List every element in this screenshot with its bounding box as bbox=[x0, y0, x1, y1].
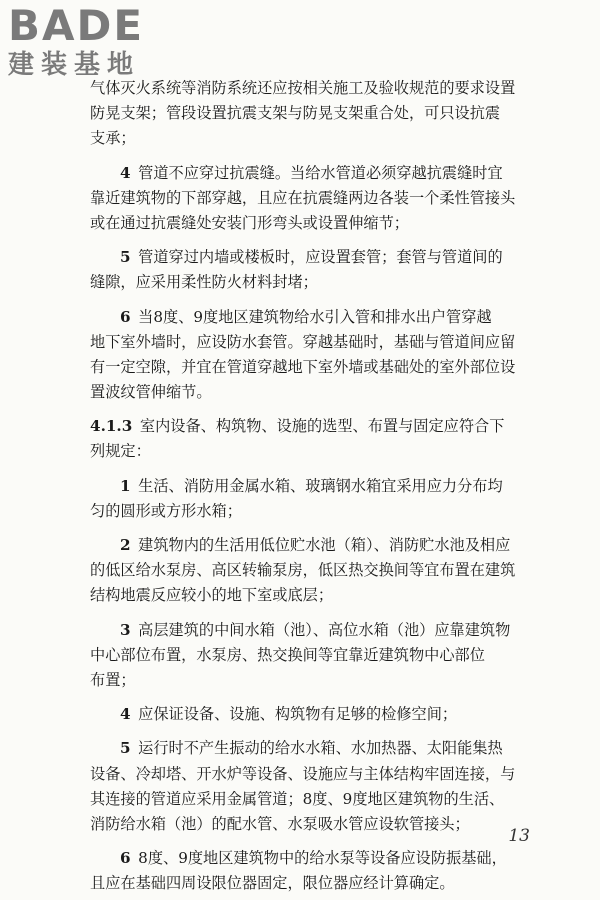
line-text: 的低区给水泵房、高区转输泵房，低区热交换间等宜布置在建筑 bbox=[90, 561, 516, 580]
line-text: 建筑物内的生活用低位贮水池（箱）、消防贮水池及相应 bbox=[138, 536, 511, 554]
text-line bbox=[90, 702, 538, 727]
line-text: 气体灭火系统等消防系统还应按相关施工及验收规范的要求设置 bbox=[90, 79, 516, 97]
text-line bbox=[90, 330, 538, 355]
text-line bbox=[90, 499, 538, 524]
item-number: 6 bbox=[120, 307, 131, 326]
text-line bbox=[90, 305, 538, 330]
line-text: 当8度、9度地区建筑物给水引入管和排水出户管穿越 bbox=[138, 307, 492, 326]
text-line bbox=[90, 583, 538, 608]
line-text: 消防给水箱（池）的配水管、水泵吸水管应设软管接头； bbox=[90, 814, 470, 833]
line-text: 布置； bbox=[90, 670, 136, 689]
text-line bbox=[90, 533, 538, 558]
line-text: 有一定空隙，并宜在管道穿越地下室外墙或基础处的室外部位设 bbox=[90, 357, 516, 376]
line-text: 地下室外墙时，应设防水套管。穿越基础时，基础与管道间应留 bbox=[90, 332, 516, 351]
text-line bbox=[90, 186, 538, 211]
line-text: 靠近建筑物的下部穿越，且应在抗震缝两边各装一个柔性管接头 bbox=[90, 188, 516, 207]
line-text: 缝隙，应采用柔性防火材料封堵； bbox=[90, 273, 318, 292]
text-line bbox=[90, 474, 538, 499]
text-line bbox=[90, 762, 538, 787]
line-text: 或在通过抗震缝处安装门形弯头或设置伸缩节； bbox=[90, 213, 409, 232]
document-body bbox=[90, 76, 538, 896]
text-line bbox=[90, 643, 538, 668]
line-text: 管道不应穿过抗震缝。当给水管道必须穿越抗震缝时宜 bbox=[138, 163, 503, 182]
line-text: 设备、冷却塔、开水炉等设备、设施应与主体结构牢固连接，与 bbox=[90, 764, 516, 783]
line-text: 运行时不产生振动的给水水箱、水加热器、太阳能集热 bbox=[138, 739, 503, 758]
line-text: 列规定： bbox=[90, 442, 151, 461]
line-text: 管道穿过内墙或楼板时，应设置套管；套管与管道间的 bbox=[138, 248, 503, 267]
line-text: 应保证设备、设施、构筑物有足够的检修空间； bbox=[138, 705, 458, 724]
text-line bbox=[90, 871, 538, 896]
text-line bbox=[90, 270, 538, 295]
logo-subtitle: 建装基地 bbox=[8, 50, 141, 80]
line-text: 匀的圆形或方形水箱； bbox=[90, 501, 242, 520]
line-text: 支承； bbox=[90, 129, 136, 148]
line-text: 中心部位布置，水泵房、热交换间等宜靠近建筑物中心部位 bbox=[90, 645, 485, 664]
text-line bbox=[90, 736, 538, 761]
text-line bbox=[90, 126, 538, 151]
watermark-logo bbox=[8, 1, 145, 80]
line-text: 8度、9度地区建筑物中的给水泵等设备应设防振基础， bbox=[138, 849, 507, 868]
item-number: 1 bbox=[120, 476, 131, 495]
item-number: 6 bbox=[120, 849, 131, 868]
item-number: 4 bbox=[120, 163, 131, 182]
line-text: 结构地震反应较小的地下室或底层； bbox=[90, 586, 333, 605]
text-line bbox=[90, 812, 538, 837]
text-line bbox=[90, 101, 538, 126]
line-text: 置波纹管伸缩节。 bbox=[90, 383, 212, 402]
item-number: 2 bbox=[120, 536, 131, 554]
line-text: 高层建筑的中间水箱（池）、高位水箱（池）应靠建筑物 bbox=[138, 620, 511, 639]
line-text: 且应在基础四周设限位器固定，限位器应经计算确定。 bbox=[90, 874, 455, 893]
item-number: 5 bbox=[120, 248, 131, 267]
text-line bbox=[90, 439, 538, 464]
line-text: 其连接的管道应采用金属管道；8度、9度地区建筑物的生活、 bbox=[90, 789, 505, 808]
line-text: 生活、消防用金属水箱、玻璃钢水箱宜采用应力分布均 bbox=[138, 476, 503, 495]
text-line bbox=[90, 618, 538, 643]
item-number: 4.1.3 bbox=[90, 417, 133, 436]
text-line bbox=[90, 161, 538, 186]
text-line bbox=[90, 76, 538, 101]
text-line bbox=[90, 558, 538, 583]
text-line bbox=[90, 355, 538, 380]
text-line bbox=[90, 846, 538, 871]
line-text: 防晃支架；管段设置抗震支架与防晃支架重合处，可只设抗震 bbox=[90, 104, 501, 123]
item-number: 4 bbox=[120, 705, 131, 724]
page-number: 13 bbox=[508, 826, 530, 846]
text-line bbox=[90, 380, 538, 405]
text-line bbox=[90, 414, 538, 439]
logo-wordmark: BADE bbox=[8, 1, 145, 50]
text-line bbox=[90, 245, 538, 270]
line-text: 室内设备、构筑物、设施的选型、布置与固定应符合下 bbox=[139, 417, 505, 436]
text-line bbox=[90, 787, 538, 812]
item-number: 5 bbox=[120, 739, 131, 758]
text-line bbox=[90, 211, 538, 236]
item-number: 3 bbox=[120, 620, 131, 639]
text-line bbox=[90, 668, 538, 693]
